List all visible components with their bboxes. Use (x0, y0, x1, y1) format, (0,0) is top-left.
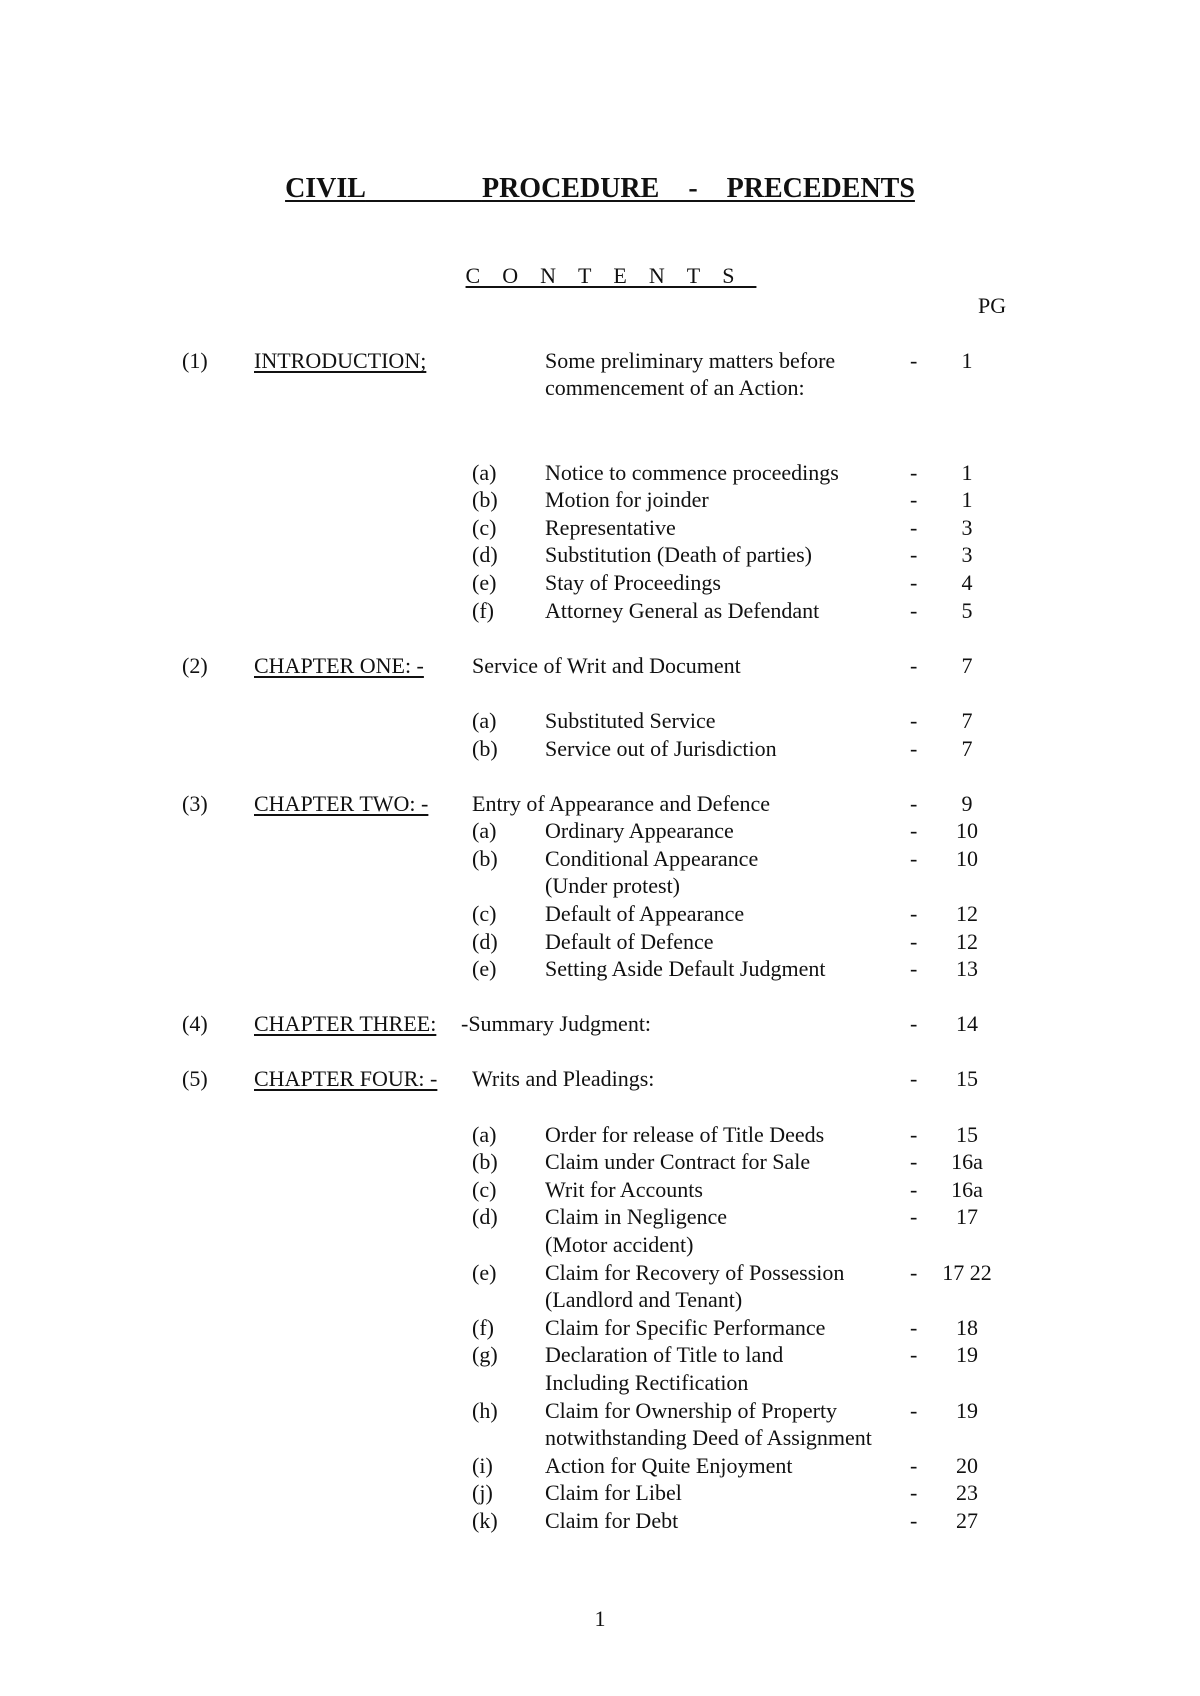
item-letter: (a) (472, 460, 497, 485)
leader-dash: - (910, 1398, 918, 1423)
page-number: 15 (956, 1122, 978, 1147)
page-number: 7 (961, 736, 973, 761)
leader-dash: - (910, 1453, 918, 1478)
item-title: Declaration of Title to land (545, 1342, 784, 1367)
leader-dash: - (910, 487, 918, 512)
item-letter: (h) (472, 1398, 498, 1423)
section-number: (2) (182, 653, 208, 678)
item-title: Default of Defence (545, 929, 714, 954)
item-title: Writ for Accounts (545, 1177, 703, 1202)
item-title: Ordinary Appearance (545, 818, 734, 843)
document-title (0, 175, 1200, 203)
item-letter: (k) (472, 1508, 498, 1533)
page-number: 13 (956, 956, 978, 981)
item-title: Claim in Negligence (545, 1204, 728, 1229)
section-heading: CHAPTER TWO: - (254, 791, 429, 816)
leader-dash: - (910, 1480, 918, 1505)
item-title-continuation: notwithstanding Deed of Assignment (545, 1425, 872, 1450)
page-number: 5 (961, 598, 973, 623)
item-letter: (c) (472, 1177, 497, 1202)
leader-dash: - (910, 1011, 918, 1036)
item-letter: (c) (472, 515, 497, 540)
leader-dash: - (910, 901, 918, 926)
section-heading: CHAPTER THREE: (254, 1011, 437, 1036)
section-description: -Summary Judgment: (461, 1011, 652, 1036)
item-title: Service out of Jurisdiction (545, 736, 777, 761)
item-title: Action for Quite Enjoyment (545, 1453, 793, 1478)
page-number: 18 (956, 1315, 978, 1340)
section-heading: CHAPTER FOUR: - (254, 1066, 438, 1091)
page-number: 7 (961, 653, 973, 678)
item-title: Claim under Contract for Sale (545, 1149, 811, 1174)
page-number: 16a (951, 1149, 983, 1174)
leader-dash: - (910, 791, 918, 816)
item-title: Conditional Appearance (545, 846, 759, 871)
leader-dash: - (910, 1342, 918, 1367)
section-description: Service of Writ and Document (472, 653, 741, 678)
item-title: Setting Aside Default Judgment (545, 956, 826, 981)
section-description-line: commencement of an Action: (545, 375, 805, 400)
item-letter: (c) (472, 901, 497, 926)
item-title: Substituted Service (545, 708, 716, 733)
page-number: 19 (956, 1398, 978, 1423)
item-title: Motion for joinder (545, 487, 709, 512)
page-number: 3 (961, 542, 973, 567)
item-title: Stay of Proceedings (545, 570, 721, 595)
leader-dash: - (910, 736, 918, 761)
item-letter: (b) (472, 846, 498, 871)
page-number: 1 (961, 487, 973, 512)
title-part-procedure: PROCEDURE - PRECEDENTS (481, 173, 915, 204)
item-letter: (a) (472, 708, 497, 733)
item-letter: (f) (472, 598, 494, 623)
item-letter: (b) (472, 736, 498, 761)
item-title: Order for release of Title Deeds (545, 1122, 825, 1147)
item-title: Claim for Debt (545, 1508, 679, 1533)
leader-dash: - (910, 515, 918, 540)
section-heading: CHAPTER ONE: - (254, 653, 424, 678)
page-number: 1 (961, 460, 973, 485)
item-title-continuation: (Landlord and Tenant) (545, 1287, 743, 1312)
leader-dash: - (910, 708, 918, 733)
page-number: 23 (956, 1480, 978, 1505)
page-number: 1 (961, 348, 973, 373)
leader-dash: - (910, 542, 918, 567)
item-title: Representative (545, 515, 676, 540)
contents-heading: CONTENTS (465, 263, 757, 288)
title-part-civil: CIVIL (285, 173, 366, 204)
item-letter: (b) (472, 1149, 498, 1174)
page-number: 17 (956, 1204, 978, 1229)
leader-dash: - (910, 1149, 918, 1174)
item-letter: (d) (472, 929, 498, 954)
item-title: Default of Appearance (545, 901, 745, 926)
page-number: 3 (961, 515, 973, 540)
leader-dash: - (910, 929, 918, 954)
item-letter: (f) (472, 1315, 494, 1340)
item-letter: (d) (472, 1204, 498, 1229)
section-description: Some preliminary matters before (545, 348, 836, 373)
leader-dash: - (910, 348, 918, 373)
section-heading: INTRODUCTION; (254, 348, 427, 373)
leader-dash: - (910, 1260, 918, 1285)
item-title: Claim for Specific Performance (545, 1315, 826, 1340)
item-letter: (e) (472, 570, 497, 595)
leader-dash: - (910, 956, 918, 981)
page-number: 10 (956, 846, 978, 871)
item-title-continuation: Including Rectification (545, 1370, 749, 1395)
item-title: Claim for Libel (545, 1480, 682, 1505)
page-number: 7 (961, 708, 973, 733)
item-letter: (j) (472, 1480, 493, 1505)
page-number: 4 (961, 570, 973, 595)
page-number: 12 (956, 929, 978, 954)
page-number: 10 (956, 818, 978, 843)
item-letter: (b) (472, 487, 498, 512)
leader-dash: - (910, 1315, 918, 1340)
page-number: 20 (956, 1453, 978, 1478)
pg-column-header: PG (978, 293, 1007, 318)
item-letter: (a) (472, 1122, 497, 1147)
item-title-continuation: (Motor accident) (545, 1232, 694, 1257)
section-number: (4) (182, 1011, 208, 1036)
section-description: Writs and Pleadings: (472, 1066, 655, 1091)
page-number: 14 (956, 1011, 978, 1036)
leader-dash: - (910, 570, 918, 595)
section-number: (5) (182, 1066, 208, 1091)
item-title: Notice to commence proceedings (545, 460, 839, 485)
leader-dash: - (910, 1508, 918, 1533)
item-letter: (e) (472, 956, 497, 981)
item-letter: (e) (472, 1260, 497, 1285)
page-number: 16a (951, 1177, 983, 1202)
leader-dash: - (910, 846, 918, 871)
item-title: Attorney General as Defendant (545, 598, 820, 623)
leader-dash: - (910, 460, 918, 485)
page-number: 17 22 (942, 1260, 992, 1285)
page-number: 27 (956, 1508, 978, 1533)
leader-dash: - (910, 1066, 918, 1091)
leader-dash: - (910, 818, 918, 843)
page-number: 15 (956, 1066, 978, 1091)
page-number: 19 (956, 1342, 978, 1367)
leader-dash: - (910, 598, 918, 623)
item-title: Claim for Ownership of Property (545, 1398, 838, 1423)
item-letter: (g) (472, 1342, 498, 1367)
item-title: Claim for Recovery of Possession (545, 1260, 845, 1285)
leader-dash: - (910, 1204, 918, 1229)
item-title-continuation: (Under protest) (545, 873, 681, 898)
leader-dash: - (910, 653, 918, 678)
section-number: (1) (182, 348, 208, 373)
page-number: 12 (956, 901, 978, 926)
item-letter: (d) (472, 542, 498, 567)
item-letter: (i) (472, 1453, 493, 1478)
section-number: (3) (182, 791, 208, 816)
footer-page-number: 1 (594, 1606, 606, 1631)
leader-dash: - (910, 1122, 918, 1147)
page-number: 9 (961, 791, 973, 816)
section-description: Entry of Appearance and Defence (472, 791, 771, 816)
item-letter: (a) (472, 818, 497, 843)
leader-dash: - (910, 1177, 918, 1202)
item-title: Substitution (Death of parties) (545, 542, 813, 567)
